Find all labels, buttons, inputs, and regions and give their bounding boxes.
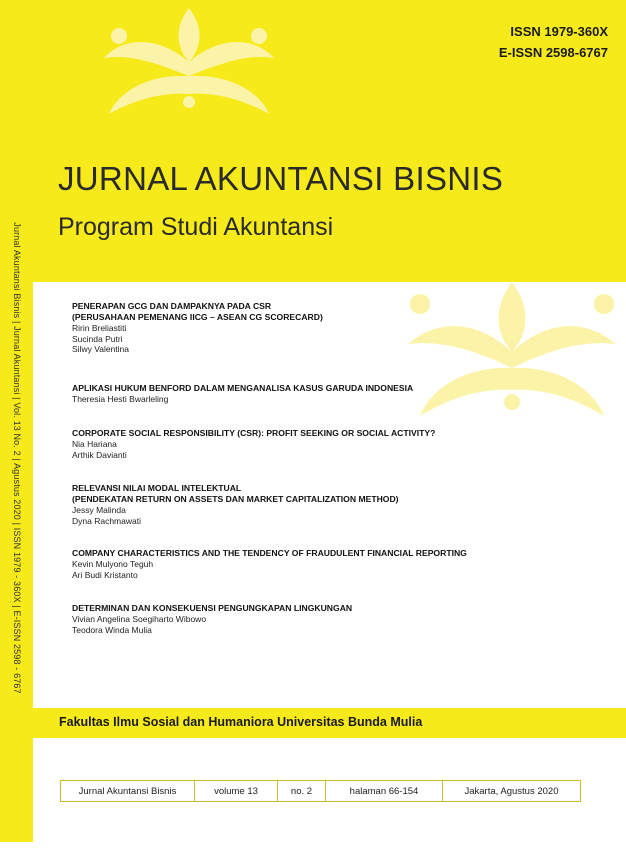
article-entry [72, 383, 602, 405]
article-title: PENERAPAN GCG DAN DAMPAKNYA PADA CSR [72, 301, 272, 311]
article-entry [72, 548, 602, 580]
article-title: APLIKASI HUKUM BENFORD DALAM MENGANALISA KASUS GARUDA INDONESIA [72, 383, 414, 393]
journal-subtitle: Program Studi Akuntansi [58, 213, 334, 241]
article-title: DETERMINAN DAN KONSEKUENSI PENGUNGKAPAN LINGKUNGAN [72, 603, 353, 613]
article-title: COMPANY CHARACTERISTICS AND THE TENDENCY OF FRAUDULENT FINANCIAL REPORTING [72, 548, 467, 558]
info-pages: halaman 66-154 [326, 781, 443, 801]
article-entry [72, 483, 602, 526]
info-number: no. 2 [278, 781, 326, 801]
article-author: Ari Budi Kristanto [72, 569, 138, 580]
article-author: Vivian Angelina Soegiharto Wibowo [72, 614, 207, 624]
article-entry [72, 428, 602, 460]
article-entry [72, 603, 602, 635]
issue-info-table [60, 780, 581, 802]
article-author: Jessy Malinda [72, 505, 126, 515]
article-title: RELEVANSI NILAI MODAL INTELEKTUAL [72, 483, 242, 493]
article-author: Ririn Breliastiti [72, 323, 127, 333]
info-volume: volume 13 [195, 781, 278, 801]
spine-text: Jurnal Akuntansi Bisnis | Jurnal Akuntansi | Vol. 13 No. 2 | Agustus 2020 | ISSN 1979 - 360X | E-ISSN 2598 - 6767 [12, 222, 22, 694]
journal-title: JURNAL AKUNTANSI BISNIS [58, 160, 504, 197]
faculty-band [33, 708, 626, 738]
article-author: Dyna Rachmawati [72, 515, 141, 526]
article-entry [72, 301, 602, 355]
article-author: Arthik Davianti [72, 449, 127, 460]
article-author: Nia Hariana [72, 439, 117, 449]
info-journal-name: Jurnal Akuntansi Bisnis [61, 781, 195, 801]
article-title: CORPORATE SOCIAL RESPONSIBILITY (CSR): PROFIT SEEKING OR SOCIAL ACTIVITY? [72, 428, 436, 438]
article-author: Silwy Valentina [72, 344, 130, 354]
article-author: Teodora Winda Mulia [72, 624, 152, 635]
article-author: Theresia Hesti Bwarleling [72, 394, 169, 404]
ornament-icon [89, 6, 289, 116]
spine-band [0, 0, 33, 842]
faculty-name: Fakultas Ilmu Sosial dan Humaniora Universitas Bunda Mulia [59, 715, 423, 729]
article-author: Kevin Mulyono Teguh [72, 559, 154, 569]
article-author: Sucinda Putri [72, 333, 123, 344]
article-title: (PERUSAHAAN PEMENANG IICG – ASEAN CG SCORECARD) [72, 312, 323, 322]
issn-number: ISSN 1979-360X [510, 24, 608, 39]
info-place-date: Jakarta, Agustus 2020 [464, 785, 559, 797]
article-title: (PENDEKATAN RETURN ON ASSETS DAN MARKET CAPITALIZATION METHOD) [72, 494, 399, 504]
eissn-number: E-ISSN 2598-6767 [498, 45, 608, 60]
